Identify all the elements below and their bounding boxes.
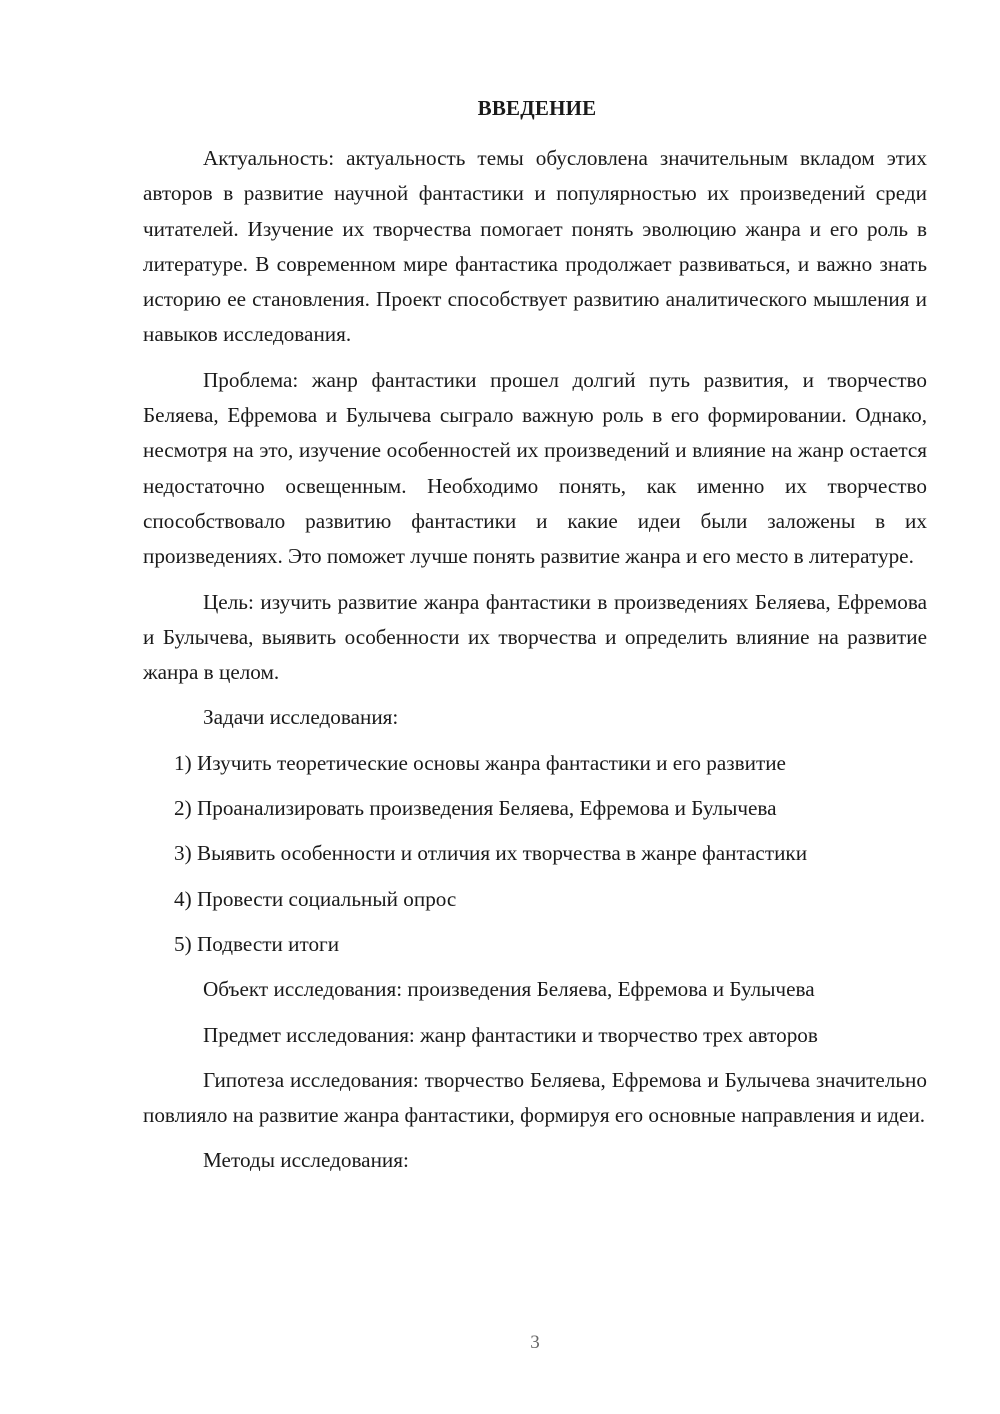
research-object: Объект исследования: произведения Беляева, Ефремова и Булычева [203, 977, 815, 1002]
goal-paragraph: Цель: изучить развитие жанра фантастики в произведениях Беляева, Ефремова и Булычева, выявить особенности их творчества и определить влияние на развитие жанра в целом. [143, 589, 927, 685]
task-item-5: 5) Подвести итоги [174, 931, 340, 956]
task-item-1: 1) Изучить теоретические основы жанра фантастики и его развитие [174, 750, 786, 775]
task-item-4: 4) Провести социальный опрос [174, 886, 457, 911]
page-number: 3 [530, 1332, 540, 1353]
hypothesis-paragraph: Гипотеза исследования: творчество Беляева, Ефремова и Булычева значительно повлияло на развитие жанра фантастики, формируя его основные направления и идеи. [143, 1067, 927, 1128]
task-item-3: 3) Выявить особенности и отличия их творчества в жанре фантастики [174, 841, 808, 866]
section-title: ВВЕДЕНИЕ [477, 96, 597, 120]
document-page [143, 96, 927, 1189]
research-subject: Предмет исследования: жанр фантастики и творчество трех авторов [203, 1022, 818, 1047]
task-item-2: 2) Проанализировать произведения Беляева, Ефремова и Булычева [174, 796, 777, 821]
relevance-paragraph: Актуальность: актуальность темы обусловлена значительным вкладом этих авторов в развитие научной фантастики и популярностью их произведений среди читателей. Изучение их творчества помогает понять эволюцию жанра и его роль в литературе. В современном мире фантастика продолжает развиваться, и важно знать историю ее становления. Проект способствует развитию аналитического мышления и навыков исследования. [143, 146, 927, 347]
methods-heading: Методы исследования: [203, 1148, 409, 1173]
problem-paragraph: Проблема: жанр фантастики прошел долгий путь развития, и творчество Беляева, Ефремова и Булычева сыграло важную роль в его формировании. Однако, несмотря на это, изучение особенностей их произведений и влияние на жанр остается недостаточно освещенным. Необходимо понять, как именно их творчество способствовало развитию фантастики и какие идеи были заложены в их произведениях. Это поможет лучше понять развитие жанра и его место в литературе. [143, 367, 927, 569]
tasks-heading: Задачи исследования: [203, 705, 399, 730]
